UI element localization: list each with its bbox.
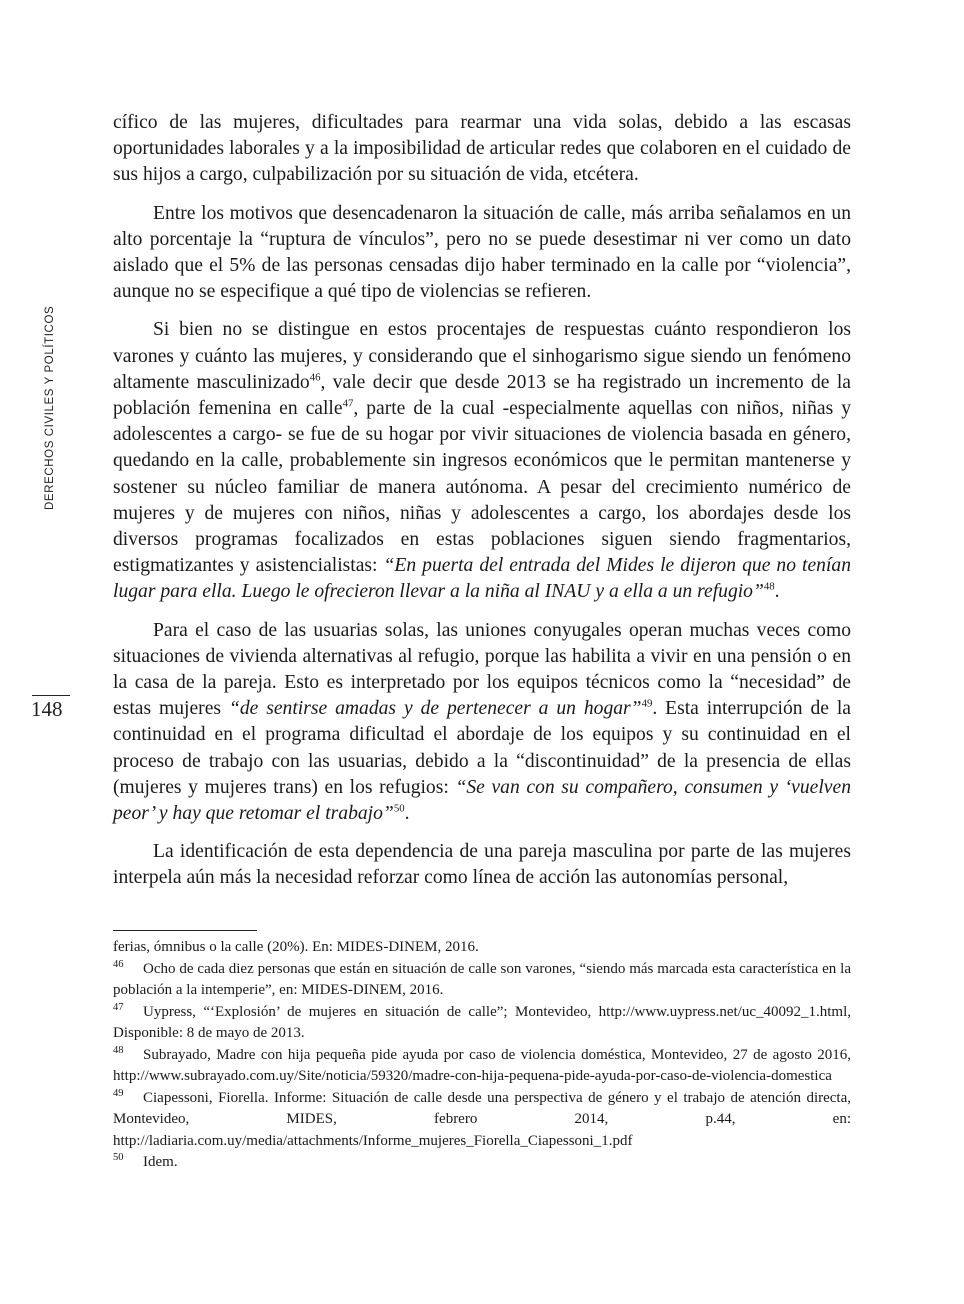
paragraph-text: , vale decir que desde 2013 se ha registrado un incremento de la población femenina en calle: [113, 371, 851, 420]
paragraph-text: Si bien no se distingue en estos procentajes de respuestas cuánto respondieron los varones y cuánto las mujeres, y considerando que el sinhogarismo sigue siendo un fenómeno altamente masculinizado: [113, 319, 851, 393]
footnote: 46 Ocho de cada diez personas que están en situación de calle son varones, “siendo más marcada esta característica en la población a la intemperie”, en: MIDES-DINEM, 2016.: [113, 958, 851, 998]
footnote-text: Ciapessoni, Fiorella. Informe: Situación de calle desde una perspectiva de género y el trabajo de atención directa, Montevideo, MIDES, febrero 2014, p.44, en: http://ladiaria.com.uy/media/attachments/Informe_mujeres_Fiorella_Ciapessoni_1.pdf: [113, 1089, 851, 1149]
paragraph-text: Entre los motivos que desencadenaron la situación de calle, más arriba señalamos en un alto porcentaje la “ruptura de vínculos”, pero no se puede desestimar ni ver como un dato aislado que el 5% de las personas censadas dijo haber terminado en la calle por “violencia”, aunque no se especifique a qué tipo de violencias se refieren.: [113, 202, 851, 303]
footnote: 47 Uypress, “‘Explosión’ de mujeres en situación de calle”; Montevideo, http://www.uypress.net/uc_40092_1.html, Disponible: 8 de mayo de 2013.: [113, 1001, 851, 1041]
body-paragraph: [113, 618, 851, 828]
body-paragraph: [113, 201, 851, 306]
footnote-text: Uypress, “‘Explosión’ de mujeres en situación de calle”; Montevideo, http://www.uypress.net/uc_40092_1.html, Disponible: 8 de mayo de 2013.: [113, 1003, 851, 1041]
page-number-rule: [32, 695, 70, 696]
footnote: 48 Subrayado, Madre con hija pequeña pide ayuda por caso de violencia doméstica, Montevideo, 27 de agosto 2016, http://www.subrayado.com.uy/Site/noticia/59320/madre-con-hija-pequena-pide-ayuda-por-caso-de-violencia-domestica: [113, 1044, 851, 1084]
body-paragraph: [113, 110, 851, 189]
paragraph-text: La identificación de esta dependencia de una pareja masculina por parte de las mujeres interpela aún más la necesidad reforzar como línea de acción las autonomías personal,: [113, 841, 851, 889]
paragraph-text: .: [774, 581, 780, 603]
footnote-reference: 48: [763, 580, 775, 593]
paragraph-text: , parte de la cual -especialmente aquellas con niños, niñas y adolescentes a cargo- se fue de su hogar por vivir situaciones de violencia basada en género, quedando en la calle, probablemente sin ingresos económicos que le permitan mantenerse y sostener su núcleo familiar de manera autónoma. A pesar del crecimiento numérico de mujeres y de mujeres con niños, niñas y adolescentes a cargo, los abordajes desde los diversos programas focalizados en estas poblaciones siguen siendo fragmentarios, estigmatizantes y asistencialistas:: [113, 398, 851, 577]
footnote-text: Ocho de cada diez personas que están en situación de calle son varones, “siendo más marcada esta característica en la población a la intemperie”, en: MIDES-DINEM, 2016.: [113, 960, 851, 998]
paragraph-text: .: [404, 803, 410, 825]
body-paragraph: [113, 317, 851, 605]
footnote-reference: 49: [641, 697, 653, 710]
footnote-reference: 50: [393, 802, 405, 815]
footnote-separator: [113, 930, 257, 931]
footnote-reference: 46: [309, 371, 321, 384]
quoted-testimony: “Se van con su compañero, consumen y ‘vuelven peor’ y hay que retomar el trabajo”: [113, 776, 851, 825]
body-text: [113, 110, 851, 904]
running-section-title: DERECHOS CIVILES Y POLÍTICOS: [44, 305, 56, 510]
footnote: 50 Idem.: [113, 1152, 178, 1170]
footnote-text: ferias, ómnibus o la calle (20%). En: MIDES-DINEM, 2016.: [113, 939, 479, 955]
footnotes: [113, 937, 851, 1174]
body-paragraph: [113, 839, 851, 891]
paragraph-text: . Esta interrupción de la continuidad en el programa dificultad el abordaje de los equipos y su continuidad en el proceso de trabajo con las usuarias, debido a la “discontinuidad” de la presencia de ellas (mujeres y mujeres trans) en los refugios:: [113, 698, 851, 798]
paragraph-text: cífico de las mujeres, dificultades para rearmar una vida solas, debido a las escasas oportunidades laborales y a la imposibilidad de articular redes que colaboren en el cuidado de sus hijos a cargo, culpabilización por su situación de vida, etcétera.: [113, 112, 851, 186]
footnote: [113, 937, 851, 959]
paragraph-text: Para el caso de las usuarias solas, las uniones conyugales operan muchas veces como situaciones de vivienda alternativas al refugio, porque las habilita a vivir en una pensión o en la casa de la pareja. Esto es interpretado por los equipos técnicos como la “necesidad” de estas mujeres: [113, 619, 851, 720]
footnote-text: Subrayado, Madre con hija pequeña pide ayuda por caso de violencia doméstica, Montevideo, 27 de agosto 2016, http://www.subrayado.com.uy/Site/noticia/59320/madre-con-hija-pequena-pide-ayuda-por-caso-de-violencia-domestica: [113, 1046, 851, 1084]
footnote: 49 Ciapessoni, Fiorella. Informe: Situación de calle desde una perspectiva de género y el trabajo de atención directa, Montevideo, MIDES, febrero 2014, p.44, en: http://ladiaria.com.uy/media/attachments/Informe_mujeres_Fiorella_Ciapessoni_1.pdf: [113, 1087, 851, 1149]
page-number: 148: [31, 697, 63, 721]
footnote-reference: 47: [342, 397, 354, 410]
footnote-text: Idem.: [143, 1154, 178, 1170]
quoted-testimony: “En puerta del entrada del Mides le dijeron que no tenían lugar para ella. Luego le ofrecieron llevar a la niña al INAU y a ella a un refugio”: [113, 555, 851, 603]
quoted-testimony: “de sentirse amadas y de pertenecer a un hogar”: [228, 698, 642, 720]
